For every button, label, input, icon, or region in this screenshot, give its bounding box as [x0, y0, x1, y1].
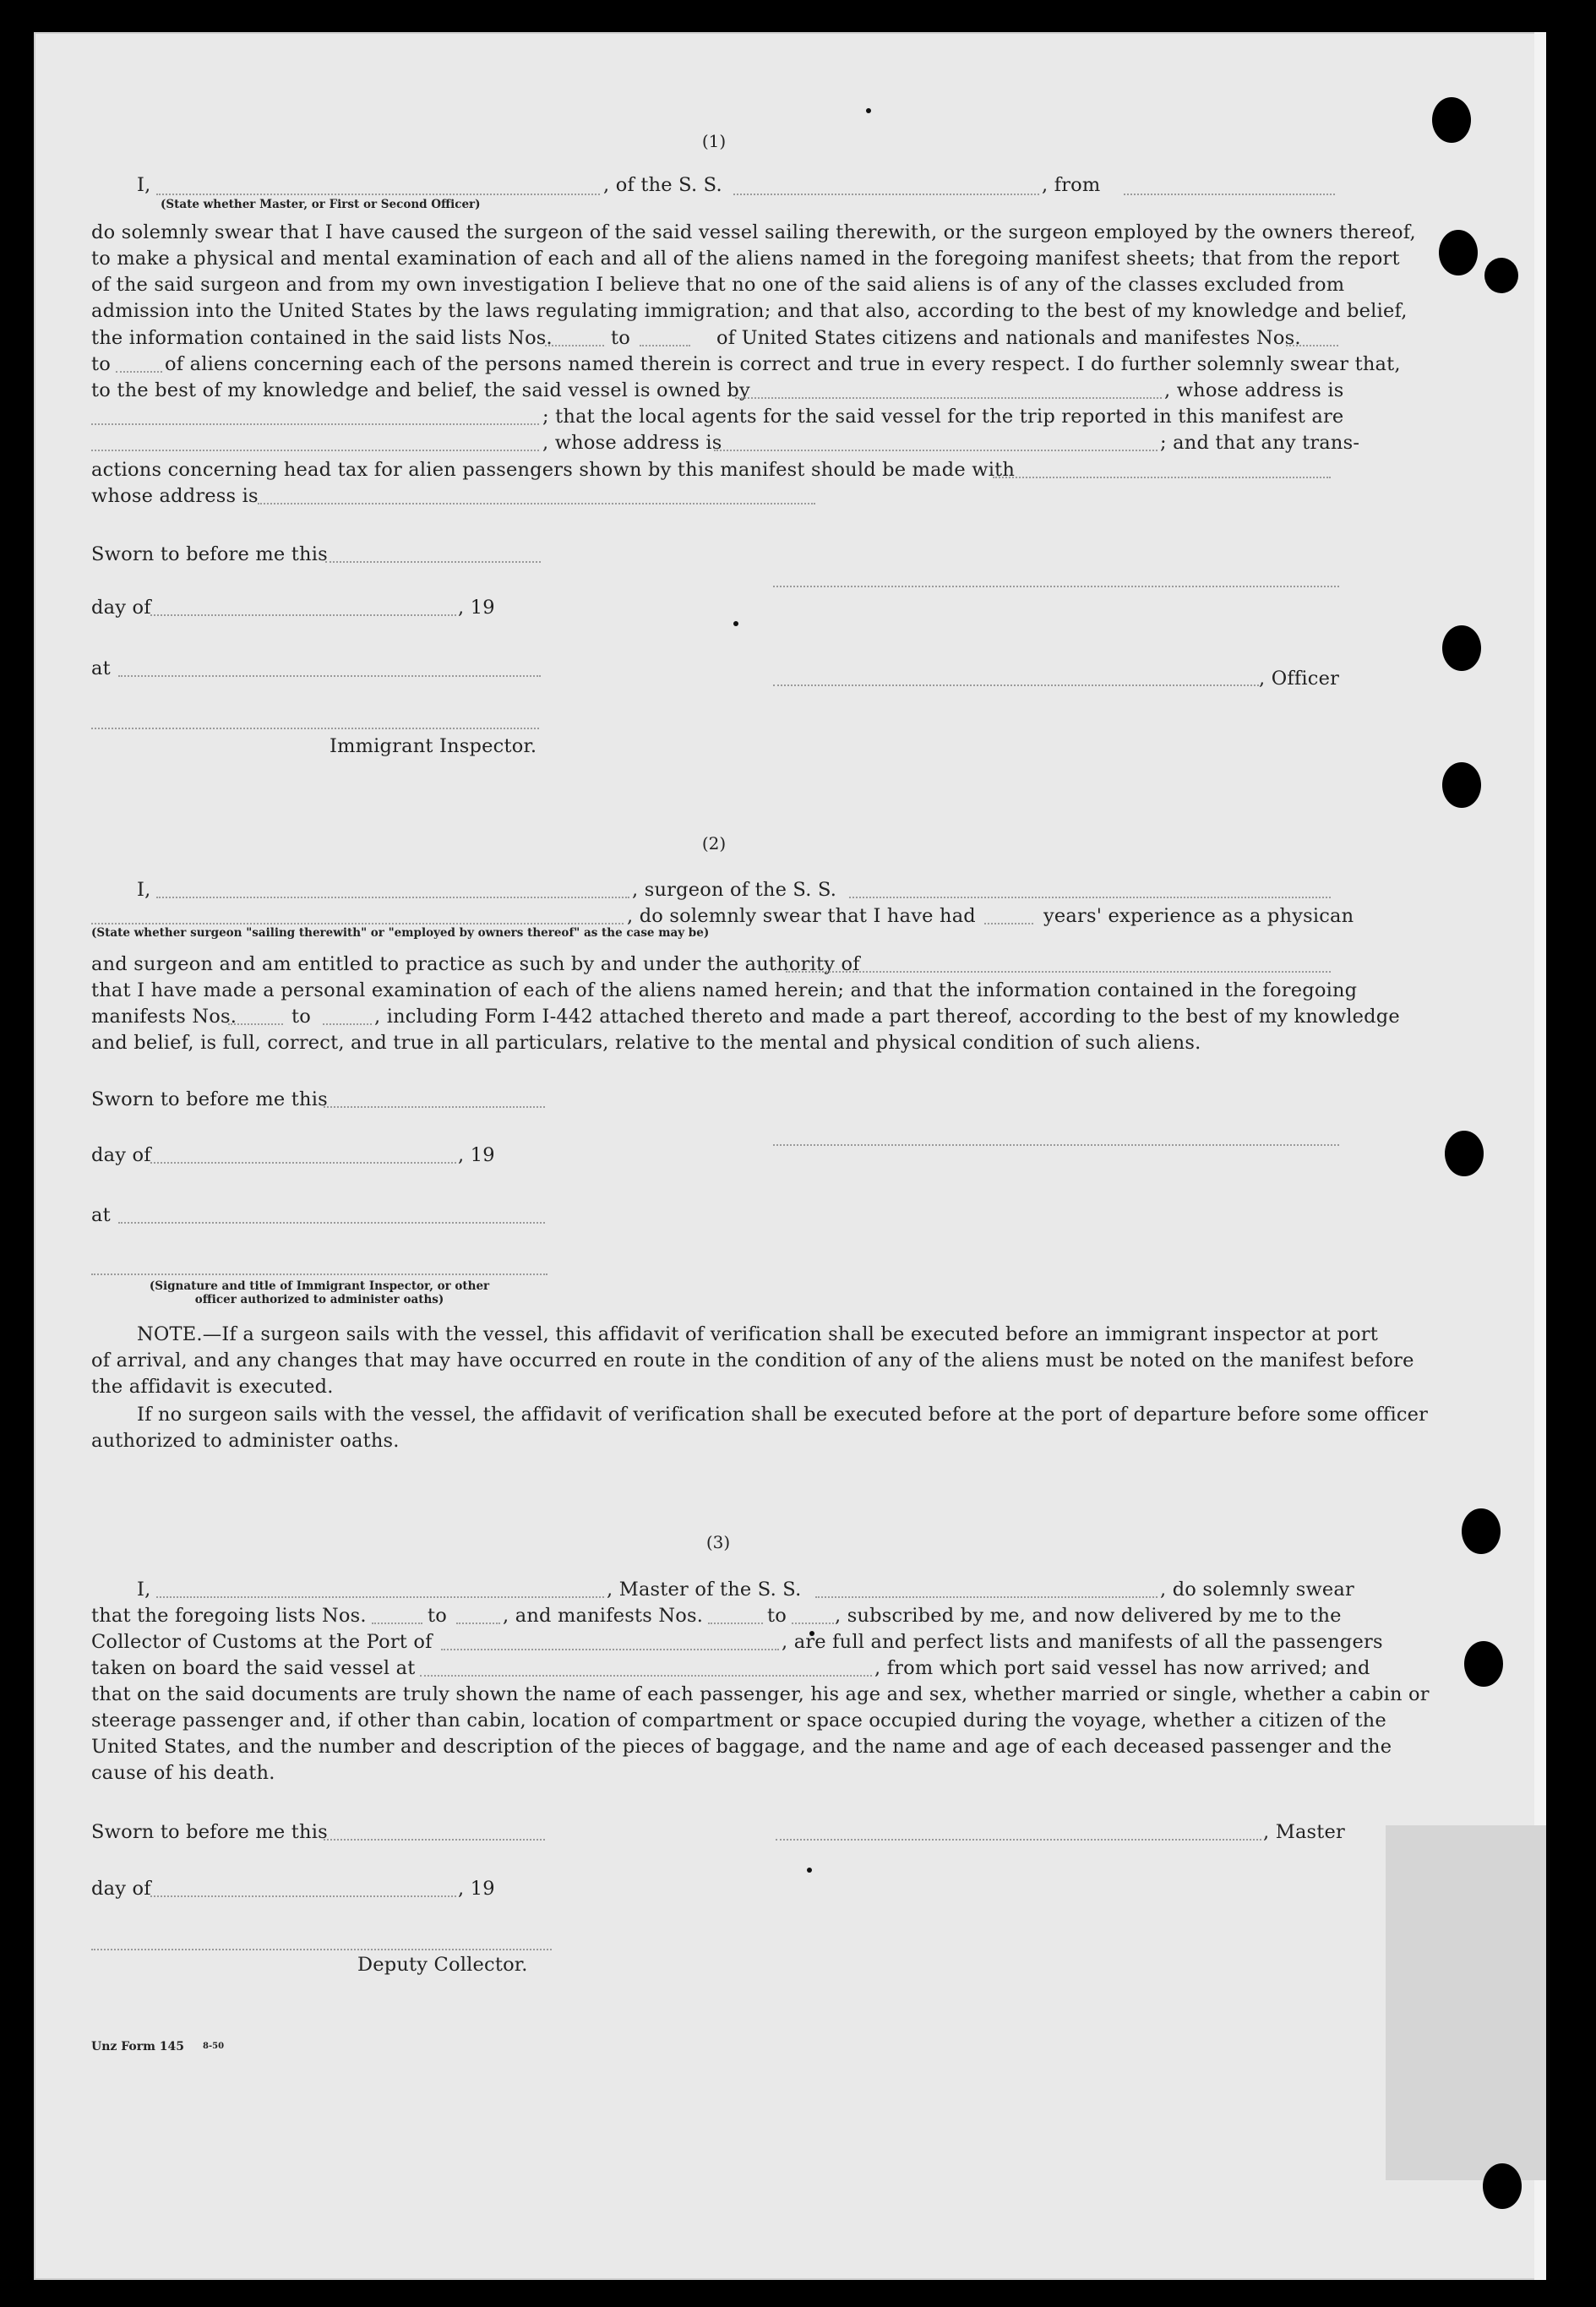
s3-year: , 19 — [458, 1878, 495, 1900]
s2-swear: , do solemnly swear that I have had — [627, 905, 976, 927]
s1-para-5: the information contained in the said lists Nos. — [91, 327, 553, 349]
s1-sworn-blank[interactable] — [325, 561, 541, 563]
s3-sworn-blank[interactable] — [324, 1839, 545, 1841]
s1-owner-address-blank[interactable] — [91, 423, 539, 425]
s2-para-to: to — [291, 1006, 311, 1028]
s3-para-1: that the foregoing lists Nos. — [91, 1605, 367, 1627]
s2-para-2: that I have made a personal examination of each of the aliens named herein; and that the information contained in the foregoing — [91, 979, 1358, 1001]
s1-inspector: Immigrant Inspector. — [330, 735, 537, 757]
ink-speck — [866, 108, 871, 113]
s3-para-10: United States, and the number and description of the pieces of baggage, and the name and age of each deceased passenger and the — [91, 1736, 1392, 1758]
s2-surgeon-of-ss: , surgeon of the S. S. — [632, 879, 837, 901]
s1-para-to-2: to — [91, 353, 111, 375]
s1-officer-name-blank[interactable] — [156, 194, 600, 195]
s1-lists-to-blank[interactable] — [640, 345, 690, 346]
s3-para-3: , subscribed by me, and now delivered by me to the — [835, 1605, 1342, 1627]
s2-day-blank[interactable] — [150, 1162, 456, 1164]
s2-para-5: and belief, is full, correct, and true in all particulars, relative to the mental and physical condition of such aliens. — [91, 1032, 1201, 1054]
s2-sig-caption-1: (Signature and title of Immigrant Inspector, or other — [149, 1279, 490, 1293]
s1-lists-from-blank[interactable] — [545, 345, 604, 346]
s2-manifests-to-blank[interactable] — [323, 1023, 372, 1025]
s3-para-8: that on the said documents are truly shown the name of each passenger, his age and sex, whether married or single, whether a cabin or — [91, 1683, 1430, 1705]
s1-para-2: to make a physical and mental examination of each and all of the aliens named in the foregoing manifest sheets; that from the report — [91, 248, 1400, 270]
s1-from: , from — [1042, 174, 1101, 196]
s1-para-1: do solemnly swear that I have caused the surgeon of the said vessel sailing therewith, or the surgeon employed by the owners thereof, — [91, 221, 1416, 243]
s1-year: , 19 — [458, 597, 495, 619]
s2-at-blank[interactable] — [118, 1222, 545, 1224]
s2-sworn: Sworn to before me this — [91, 1088, 328, 1110]
s2-surgeon-type-blank[interactable] — [91, 923, 624, 924]
s2-inspector-signature-blank[interactable] — [91, 1273, 547, 1275]
s3-sworn: Sworn to before me this — [91, 1821, 328, 1843]
s3-manifests-from-blank[interactable] — [708, 1623, 763, 1624]
s1-para-6: of United States citizens and nationals and manifestes Nos. — [716, 327, 1301, 349]
s2-manifests-from-blank[interactable] — [228, 1023, 283, 1025]
s3-ship-blank[interactable] — [815, 1596, 1158, 1598]
s1-at-blank[interactable] — [118, 675, 541, 677]
s3-day-blank[interactable] — [150, 1895, 456, 1897]
s3-collector-signature-blank[interactable] — [91, 1949, 552, 1950]
s3-day: day of — [91, 1878, 151, 1900]
s2-experience: years' experience as a physican — [1043, 905, 1354, 927]
s3-para-5: , are full and perfect lists and manifests of all the passengers — [782, 1631, 1383, 1653]
s2-note-5: authorized to administer oaths. — [91, 1430, 400, 1452]
s3-para-6: taken on board the said vessel at — [91, 1657, 416, 1679]
s2-signature-blank[interactable] — [773, 1144, 1339, 1146]
s3-i: I, — [137, 1579, 151, 1601]
form-code: 8-50 — [203, 2042, 225, 2051]
s1-agents-address-blank[interactable] — [714, 450, 1158, 451]
s2-para-4: , including Form I-442 attached thereto and made a part thereof, according to the best of my knowledge — [374, 1006, 1400, 1028]
section-2-number: (2) — [701, 833, 727, 854]
s3-para-to-2: to — [767, 1605, 787, 1627]
paper-stain — [1386, 1825, 1546, 2180]
s1-para-13: actions concerning head tax for alien passengers shown by this manifest should be made with — [91, 459, 1016, 481]
s1-agents-blank[interactable] — [91, 450, 539, 451]
s1-manifests-from-blank[interactable] — [1286, 345, 1338, 346]
section-3-number: (3) — [705, 1532, 731, 1552]
s2-note-2: of arrival, and any changes that may have occurred en route in the condition of any of the aliens must be noted on the manifest before — [91, 1350, 1414, 1372]
s1-para-11: , whose address is — [542, 432, 722, 454]
s2-surgeon-name-blank[interactable] — [156, 897, 629, 898]
s2-years-blank[interactable] — [984, 923, 1033, 924]
s1-officer: , Officer — [1259, 668, 1340, 690]
s2-at: at — [91, 1204, 111, 1226]
s1-at: at — [91, 657, 111, 679]
punch-hole — [1442, 625, 1481, 671]
s1-signature-blank[interactable] — [773, 586, 1339, 587]
s1-of-ss: , of the S. S. — [603, 174, 722, 196]
s1-para-14: whose address is — [91, 485, 259, 507]
s3-lists-from-blank[interactable] — [372, 1623, 422, 1624]
s1-para-3: of the said surgeon and from my own investigation I believe that no one of the said aliens is of any of the classes excluded from — [91, 274, 1345, 296]
punch-hole — [1484, 258, 1518, 293]
s1-sworn: Sworn to before me this — [91, 543, 328, 565]
s1-para-8: to the best of my knowledge and belief, the said vessel is owned by — [91, 379, 750, 401]
s2-authority-blank[interactable] — [786, 971, 1331, 973]
s3-para-7: , from which port said vessel has now arrived; and — [874, 1657, 1370, 1679]
s3-master-signature-blank[interactable] — [776, 1839, 1261, 1841]
s2-note-3: the affidavit is executed. — [91, 1376, 334, 1398]
s1-para-7: of aliens concerning each of the persons named therein is correct and true in every respect. I do further solemnly swear that, — [165, 353, 1401, 375]
s2-para-1: and surgeon and am entitled to practice as such by and under the authority of — [91, 953, 860, 975]
s2-para-3: manifests Nos. — [91, 1006, 237, 1028]
s2-note-4: If no surgeon sails with the vessel, the affidavit of verification shall be executed before at the port of departure before some officer — [137, 1404, 1429, 1426]
s1-caption: (State whether Master, or First or Second Officer) — [161, 198, 481, 211]
punch-hole — [1464, 1641, 1503, 1687]
s3-para-9: steerage passenger and, if other than cabin, location of compartment or space occupied during the voyage, whether a citizen of the — [91, 1710, 1386, 1732]
s2-ship-blank[interactable] — [849, 897, 1331, 898]
s1-manifests-to-blank[interactable] — [116, 371, 162, 373]
s1-day-blank[interactable] — [150, 614, 456, 616]
s2-note-1: NOTE.—If a surgeon sails with the vessel, this affidavit of verification shall be executed before an immigrant inspector at port — [137, 1323, 1378, 1345]
s2-year: , 19 — [458, 1144, 495, 1166]
s3-master: , Master — [1263, 1821, 1346, 1843]
ink-speck — [807, 1868, 812, 1873]
s3-swear: , do solemnly swear — [1160, 1579, 1354, 1601]
s2-day: day of — [91, 1144, 151, 1166]
s1-para-to-1: to — [611, 327, 630, 349]
s3-para-4: Collector of Customs at the Port of — [91, 1631, 433, 1653]
s1-para-12: ; and that any trans- — [1160, 432, 1360, 454]
punch-hole — [1462, 1508, 1501, 1554]
punch-hole — [1432, 97, 1471, 143]
section-1-number: (1) — [701, 131, 727, 151]
form-number: Unz Form 145 — [91, 2040, 185, 2053]
s3-para-to-1: to — [428, 1605, 447, 1627]
s1-ship-name-blank[interactable] — [733, 194, 1039, 195]
s3-taken-blank[interactable] — [420, 1675, 872, 1677]
s1-para-9: , whose address is — [1164, 379, 1344, 401]
s3-master-of-ss: , Master of the S. S. — [607, 1579, 802, 1601]
s2-sworn-blank[interactable] — [324, 1106, 545, 1108]
s2-caption: (State whether surgeon "sailing therewith" or "employed by owners thereof" as the case may be) — [91, 926, 710, 940]
s2-sig-caption-2: officer authorized to administer oaths) — [194, 1293, 444, 1306]
s3-master-name-blank[interactable] — [156, 1596, 604, 1598]
s1-officer-signature-blank[interactable] — [773, 684, 1259, 686]
s1-owner-blank[interactable] — [735, 397, 1162, 399]
s3-collector: Deputy Collector. — [357, 1954, 528, 1976]
punch-hole — [1445, 1131, 1484, 1176]
s3-manifests-to-blank[interactable] — [792, 1623, 834, 1624]
punch-hole — [1483, 2163, 1522, 2209]
s1-para-10: ; that the local agents for the said vessel for the trip reported in this manifest are — [542, 406, 1344, 428]
s1-from-blank[interactable] — [1124, 194, 1335, 195]
s1-headtax-blank[interactable] — [993, 477, 1331, 478]
s3-para-2: , and manifests Nos. — [503, 1605, 704, 1627]
s1-i: I, — [137, 174, 151, 196]
punch-hole — [1442, 762, 1481, 808]
ink-speck — [733, 621, 738, 626]
s1-headtax-address-blank[interactable] — [258, 503, 815, 504]
s1-para-4: admission into the United States by the laws regulating immigration; and that also, according to the best of my knowledge and belief, — [91, 300, 1408, 322]
s3-para-11: cause of his death. — [91, 1762, 275, 1784]
s1-inspector-signature-blank[interactable] — [91, 728, 539, 729]
s3-lists-to-blank[interactable] — [456, 1623, 500, 1624]
s3-port-blank[interactable] — [441, 1649, 779, 1650]
s1-day: day of — [91, 597, 151, 619]
punch-hole — [1439, 230, 1478, 275]
s2-i: I, — [137, 879, 151, 901]
